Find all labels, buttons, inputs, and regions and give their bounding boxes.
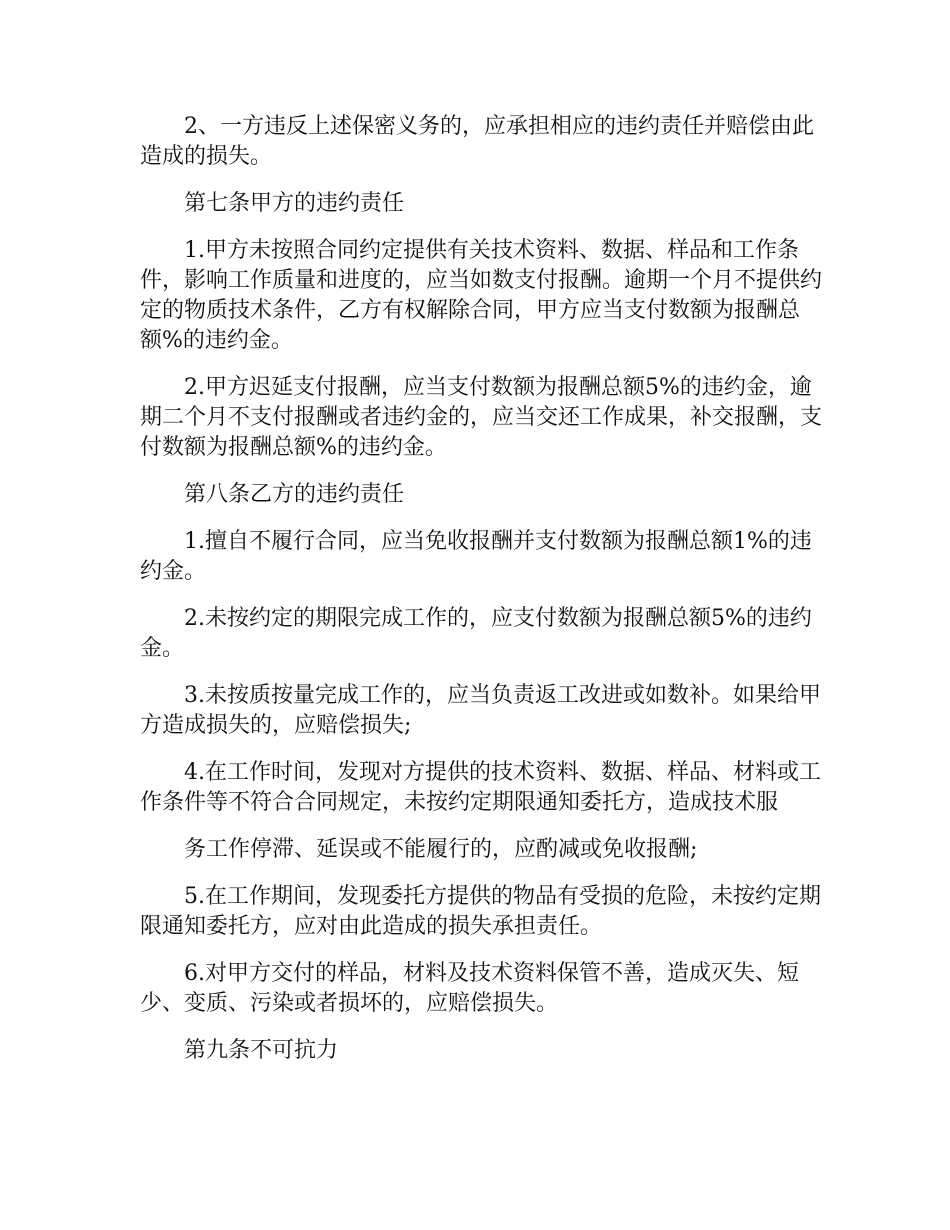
paragraph-party-b-clause-1: 1.擅自不履行合同，应当免收报酬并支付数额为报酬总额1%的违约金。 — [140, 529, 812, 584]
heading-article-8: 第八条乙方的违约责任 — [184, 482, 405, 507]
paragraph-party-a-clause-2: 2.甲方迟延支付报酬，应当支付数额为报酬总额5%的违约金，逾期二个月不支付报酬或者违约金的，应当交还工作成果，补交报酬，支付数额为报酬总额%的违约金。 — [140, 375, 823, 460]
heading-article-7: 第七条甲方的违约责任 — [184, 191, 405, 216]
paragraph-party-b-clause-3: 3.未按质按量完成工作的，应当负责返工改进或如数补。如果给甲方造成损失的，应赔偿损失; — [140, 683, 821, 738]
paragraph-party-b-clause-4-continued: 务工作停滞、延误或不能履行的，应酌减或免收报酬; — [184, 837, 698, 862]
paragraph-confidentiality-breach: 2、一方违反上述保密义务的，应承担相应的违约责任并赔偿由此造成的损失。 — [140, 114, 814, 169]
paragraph-party-b-clause-2: 2.未按约定的期限完成工作的，应支付数额为报酬总额5%的违约金。 — [140, 606, 812, 661]
heading-article-9: 第九条不可抗力 — [184, 1038, 339, 1063]
paragraph-party-b-clause-4: 4.在工作时间，发现对方提供的技术资料、数据、样品、材料或工作条件等不符合合同规定，未按约定期限通知委托方，造成技术服 — [140, 760, 821, 815]
paragraph-party-b-clause-5: 5.在工作期间，发现委托方提供的物品有受损的危险，未按约定期限通知委托方，应对由此造成的损失承担责任。 — [140, 884, 821, 939]
document-body — [140, 112, 828, 1083]
paragraph-party-b-clause-6: 6.对甲方交付的样品，材料及技术资料保管不善，造成灭失、短少、变质、污染或者损坏的，应赔偿损失。 — [140, 961, 799, 1016]
paragraph-party-a-clause-1: 1.甲方未按照合同约定提供有关技术资料、数据、样品和工作条件，影响工作质量和进度的，应当如数支付报酬。逾期一个月不提供约定的物质技术条件，乙方有权解除合同，甲方应当支付数额为报酬总额%的违约金。 — [140, 238, 823, 353]
